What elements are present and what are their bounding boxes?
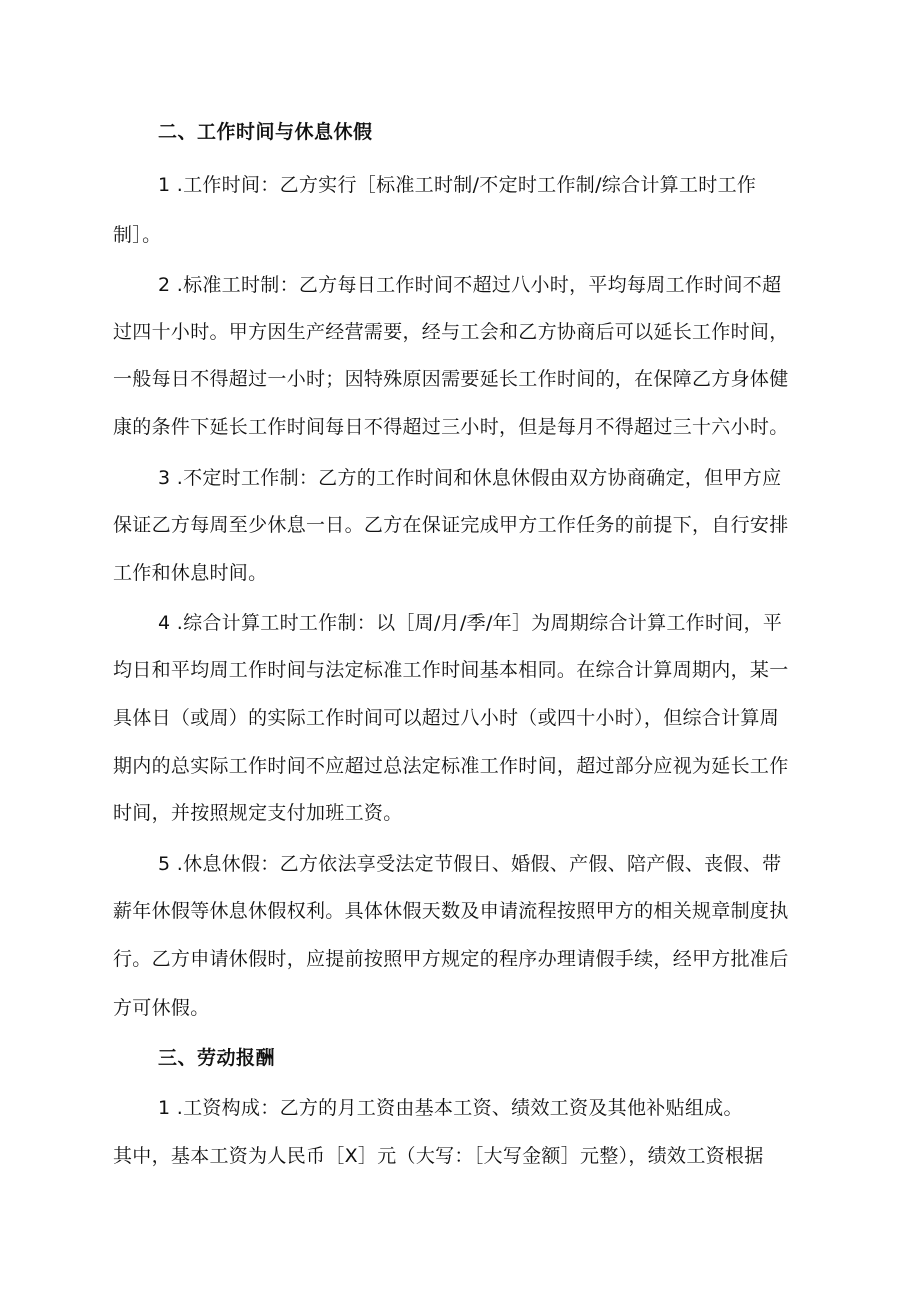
paragraph-line: 其中，基本工资为人民币［X］元（大写：［大写金额］元整），绩效工资根据 <box>113 1145 764 1167</box>
paragraph-line: 一般每日不得超过一小时；因特殊原因需要延长工作时间的，在保障乙方身体健 <box>113 368 789 390</box>
section-heading-work-time: 二、工作时间与休息休假 <box>158 121 373 143</box>
paragraph-line: 2 .标准工时制：乙方每日工作时间不超过八小时，平均每周工作时间不超 <box>158 274 782 296</box>
paragraph-line: 1 .工作时间：乙方实行［标准工时制/不定时工作制/综合计算工时工作 <box>158 174 757 196</box>
paragraph-line: 薪年休假等休息休假权利。具体休假天数及申请流程按照甲方的相关规章制度执 <box>113 900 789 922</box>
section-heading-remuneration: 三、劳动报酬 <box>158 1047 276 1069</box>
paragraph-line: 4 .综合计算工时工作制：以［周/月/季/年］为周期综合计算工作时间，平 <box>158 612 783 634</box>
paragraph-line: 期内的总实际工作时间不应超过总法定标准工作时间，超过部分应视为延长工作 <box>113 755 789 777</box>
paragraph-line: 3 .不定时工作制：乙方的工作时间和休息休假由双方协商确定，但甲方应 <box>158 467 782 489</box>
paragraph-line: 1 .工资构成：乙方的月工资由基本工资、绩效工资及其他补贴组成。 <box>158 1097 743 1119</box>
paragraph-line: 制］。 <box>113 224 162 246</box>
paragraph-line: 康的条件下延长工作时间每日不得超过三小时，但是每月不得超过三十六小时。 <box>113 416 789 438</box>
paragraph-line: 时间，并按照规定支付加班工资。 <box>113 802 403 824</box>
paragraph-line: 行。乙方申请休假时，应提前按照甲方规定的程序办理请假手续，经甲方批准后 <box>113 948 789 970</box>
paragraph-line: 过四十小时。甲方因生产经营需要，经与工会和乙方协商后可以延长工作时间， <box>113 321 789 343</box>
paragraph-line: 保证乙方每周至少休息一日。乙方在保证完成甲方工作任务的前提下，自行安排 <box>113 514 789 536</box>
paragraph-line: 均日和平均周工作时间与法定标准工作时间基本相同。在综合计算周期内，某一 <box>113 659 789 681</box>
paragraph-line: 工作和休息时间。 <box>113 562 268 584</box>
paragraph-line: 方可休假。 <box>113 997 210 1019</box>
paragraph-line: 具体日（或周）的实际工作时间可以超过八小时（或四十小时），但综合计算周 <box>113 707 780 729</box>
paragraph-line: 5 .休息休假：乙方依法享受法定节假日、婚假、产假、陪产假、丧假、带 <box>158 853 782 875</box>
